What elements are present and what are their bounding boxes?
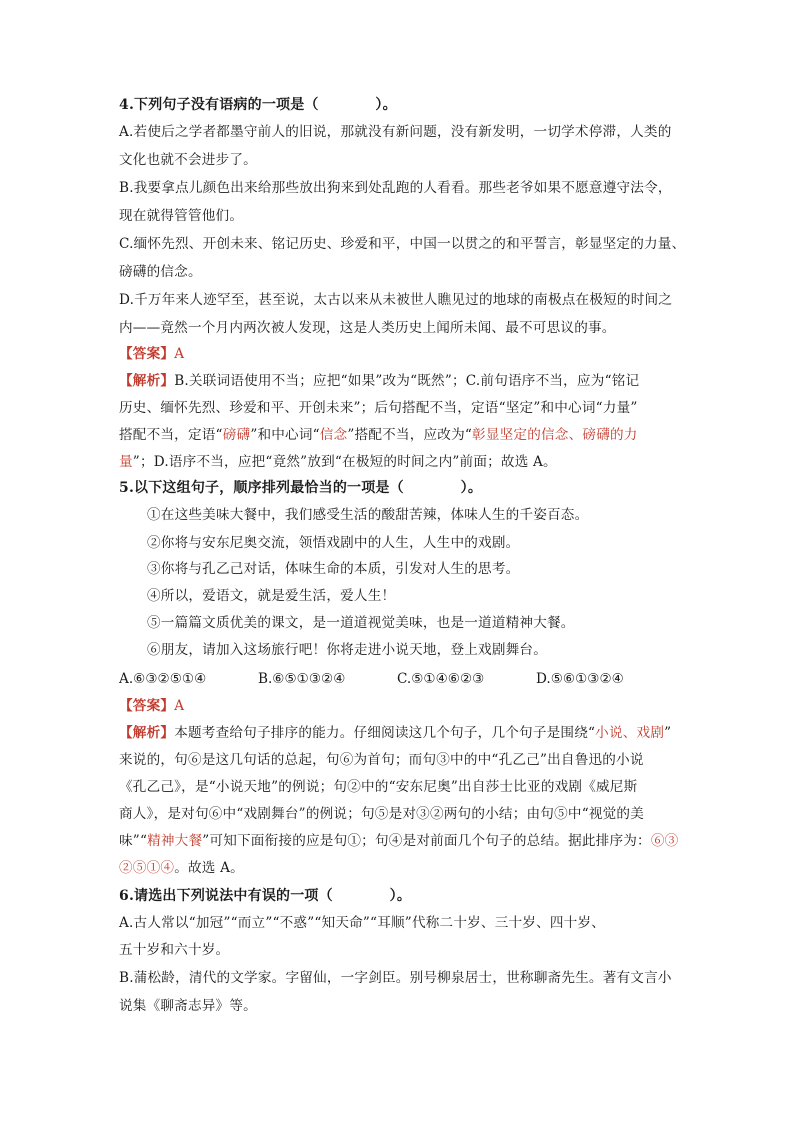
q4-option-b-line2: 现在就得管管他们。 <box>119 208 244 224</box>
analysis-text: ” <box>664 725 672 741</box>
q5-analysis-line5 <box>119 831 678 851</box>
highlight-text: 磅礴 <box>222 427 251 443</box>
q5-analysis-line2: 来说的，句⑥是这几句话的总起，句⑥为首句；而句③中的中“孔乙己”出自鲁迅的小说 <box>119 752 644 768</box>
q4-answer <box>119 344 184 364</box>
question-6-title: 6.请选出下列说法中有误的一项（ ）。 <box>119 888 412 904</box>
answer-tag: 【答案】 <box>119 346 175 362</box>
analysis-text: ”；D.语序不当，应把“竟然”放到“在极短的时间之内”前面；故选 A。 <box>132 454 557 470</box>
q4-option-d-line1: D.千万年来人迹罕至，甚至说，太古以来从未被世人瞧见过的地球的南极点在极短的时间之 <box>119 292 673 308</box>
q5-answer <box>119 696 184 716</box>
question-5-title: 5.以下这组句子，顺序排列最恰当的一项是（ ）。 <box>119 480 483 496</box>
q5-option-c: C.⑤①④⑥②③ <box>397 671 485 687</box>
q5-sentence-4: ④所以，爱语文，就是爱生活，爱人生！ <box>147 588 396 604</box>
q6-option-b-line1: B.蒲松龄，清代的文学家。字留仙，一字剑臣。别号柳泉居士，世称聊斋先生。著有文言小 <box>119 970 672 986</box>
q4-option-a-line2: 文化也就不会进步了。 <box>119 152 257 168</box>
analysis-text: 味”“ <box>119 833 148 849</box>
q5-option-d: D.⑤⑥①③②④ <box>536 671 624 687</box>
q5-analysis-line3: 《孔乙己》，是“小说天地”的例说；句②中的“安东尼奥”出自莎士比亚的戏剧《威尼斯 <box>119 779 638 795</box>
highlight-text: 精神大餐 <box>147 833 203 849</box>
answer-tag: 【答案】 <box>119 698 175 714</box>
q4-option-c-line1: C.缅怀先烈、开创未来、铭记历史、珍爱和平，中国一以贯之的和平誓言，彰显坚定的力量、 <box>119 236 686 252</box>
highlight-text: 信念 <box>319 427 348 443</box>
q6-option-a-line2: 五十岁和六十岁。 <box>119 942 230 958</box>
highlight-text: ②⑤①④ <box>119 860 175 876</box>
q4-option-d-line2: 内——竟然一个月内两次被人发现，这是人类历史上闻所未闻、最不可思议的事。 <box>119 320 616 336</box>
q5-sentence-6: ⑥朋友，请加入这场旅行吧！你将走进小说天地，登上戏剧舞台。 <box>147 642 548 658</box>
highlight-text: ⑥③ <box>650 833 679 849</box>
highlight-text: 彰显坚定的信念、磅礴的力 <box>472 427 638 443</box>
q4-option-c-line2: 磅礴的信念。 <box>119 264 202 280</box>
q5-sentence-2: ②你将与安东尼奥交流，领悟戏剧中的人生，人生中的戏剧。 <box>147 535 520 551</box>
q4-analysis-line3 <box>119 425 638 445</box>
analysis-tag: 【解析】 <box>119 725 175 741</box>
q6-option-b-line2: 说集《聊斋志异》等。 <box>119 998 257 1014</box>
analysis-text: 搭配不当，定语“ <box>119 427 223 443</box>
analysis-text: ”可知下面衔接的应是句①；句④是对前面几个句子的总结。据此排序为： <box>202 833 651 849</box>
analysis-tag: 【解析】 <box>119 373 175 389</box>
q5-option-a: A.⑥③②⑤①④ <box>119 671 207 687</box>
q6-option-a-line1: A.古人常以“加冠”“而立”“不惑”“知天命”“耳顺”代称二十岁、三十岁、四十岁、 <box>119 915 606 931</box>
highlight-text: 小说、戏剧 <box>595 725 665 741</box>
analysis-text: B.关联词语使用不当；应把“如果”改为“既然”；C.前句语序不当，应为“铭记 <box>174 373 640 389</box>
q4-option-b-line1: B.我要拿点儿颜色出来给那些放出狗来到处乱跑的人看看。那些老爷如果不愿意遵守法令， <box>119 180 672 196</box>
answer-value: A <box>174 346 185 362</box>
q5-sentence-3: ③你将与孔乙己对话，体味生命的本质，引发对人生的思考。 <box>147 561 520 577</box>
highlight-text: 量 <box>119 454 133 470</box>
q5-analysis-line6 <box>119 858 244 878</box>
analysis-text: 。故选 A。 <box>174 860 244 876</box>
q5-sentence-1: ①在这些美味大餐中，我们感受生活的酸甜苦辣，体味人生的千姿百态。 <box>147 507 589 523</box>
q4-analysis-line1 <box>119 371 639 391</box>
analysis-text: ”搭配不当，应改为“ <box>347 427 473 443</box>
question-4-title: 4.下列句子没有语病的一项是（ ）。 <box>119 97 397 113</box>
q4-analysis-line4 <box>119 452 557 472</box>
q4-option-a-line1: A.若使后之学者都墨守前人的旧说，那就没有新问题，没有新发明，一切学术停滞，人类的 <box>119 124 672 140</box>
q5-sentence-5: ⑤一篇篇文质优美的课文，是一道道视觉美味，也是一道道精神大餐。 <box>147 615 575 631</box>
analysis-text: 本题考查给句子排序的能力。仔细阅读这几个句子，几个句子是围绕“ <box>174 725 596 741</box>
analysis-text: ”和中心词“ <box>250 427 320 443</box>
q5-analysis-line4: 商人》，是对句⑥中“戏剧舞台”的例说；句⑤是对③②两句的小结；由句⑤中“视觉的美 <box>119 806 645 822</box>
q5-analysis-line1 <box>119 723 671 743</box>
q4-analysis-line2: 历史、缅怀先烈、珍爱和平、开创未来”；后句搭配不当，定语“坚定”和中心词“力量” <box>119 400 638 416</box>
answer-value: A <box>174 698 185 714</box>
q5-option-b: B.⑥⑤①③②④ <box>258 671 346 687</box>
